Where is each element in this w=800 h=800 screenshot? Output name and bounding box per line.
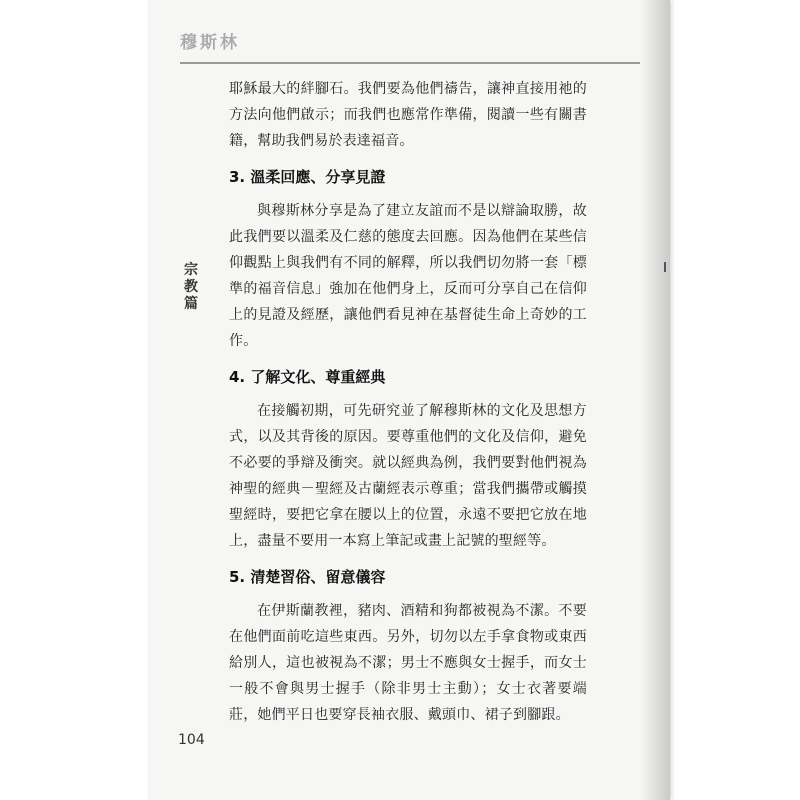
page-gutter-shadow bbox=[640, 0, 670, 800]
header-rule bbox=[180, 62, 640, 64]
page-content bbox=[229, 76, 587, 728]
side-section-tab: 宗教篇 bbox=[184, 262, 198, 312]
section-heading-5: 5. 清楚習俗、留意儀容 bbox=[229, 568, 386, 586]
section-heading-3: 3. 溫柔回應、分享見證 bbox=[229, 168, 386, 186]
page-number: 104 bbox=[178, 732, 205, 748]
section-body-5: 在伊斯蘭教裡，豬肉、酒精和狗都被視為不潔。不要在他們面前吃這些東西。另外，切勿以左手拿食物或東西給別人，這也被視為不潔；男士不應與女士握手，而女士一般不會與男士握手（除非男士主動）；女士衣著要端莊，她們平日也要穿長袖衣服、戴頭巾、裙子到腳跟。 bbox=[229, 603, 587, 723]
section-body-4: 在接觸初期，可先研究並了解穆斯林的文化及思想方式，以及其背後的原因。要尊重他們的文化及信仰，避免不必要的爭辯及衝突。就以經典為例，我們要對他們視為神聖的經典－聖經及古蘭經表示尊重；當我們攜帶或觸摸聖經時，要把它拿在腰以上的位置，永遠不要把它放在地上，盡量不要用一本寫上筆記或畫上記號的聖經等。 bbox=[229, 403, 587, 549]
section-body-3: 與穆斯林分享是為了建立友誼而不是以辯論取勝，故此我們要以溫柔及仁慈的態度去回應。因為他們在某些信仰觀點上與我們有不同的解釋，所以我們切勿將一套「標準的福音信息」強加在他們身上，反而可分享自己在信仰上的見證及經歷，讓他們看見神在基督徒生命上奇妙的工作。 bbox=[229, 203, 587, 349]
page-edge-mark bbox=[664, 262, 666, 272]
section-heading-4: 4. 了解文化、尊重經典 bbox=[229, 368, 386, 386]
running-head: 穆斯林 bbox=[180, 33, 240, 53]
intro-paragraph: 耶穌最大的絆腳石。我們要為他們禱告，讓神直接用祂的方法向他們啟示；而我們也應常作準備，閱讀一些有關書籍，幫助我們易於表達福音。 bbox=[229, 81, 587, 149]
